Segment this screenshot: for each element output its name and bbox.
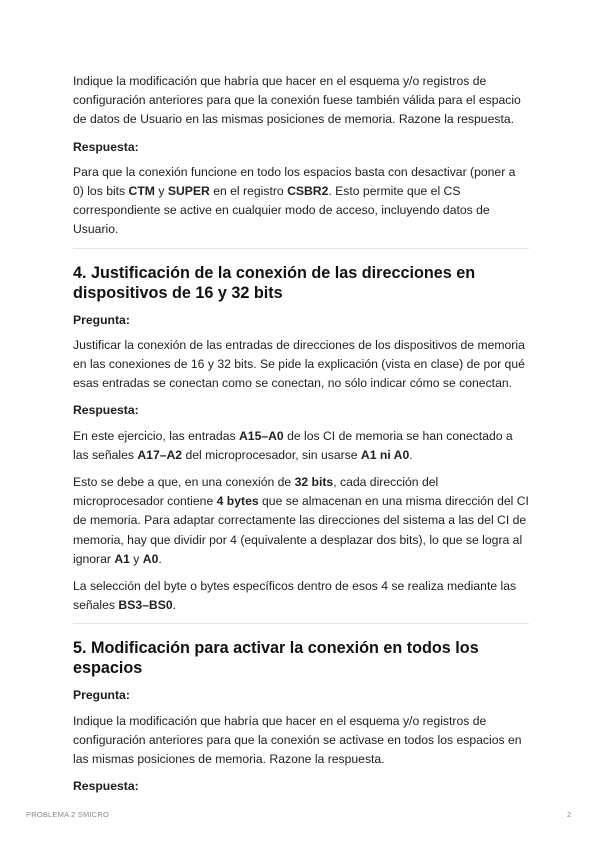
section-divider — [73, 248, 529, 249]
bold-term: A17–A2 — [137, 447, 183, 462]
section-5-question-label: Pregunta: — [73, 688, 130, 703]
section-5-heading: 5. Modificación para activar la conexión en todos los espacios — [73, 639, 479, 678]
section-divider — [73, 623, 529, 624]
section-4-answer-paragraph-1: En este ejercicio, las entradas A15–A0 de los CI de memoria se han conectado a las señales A17–A2 del microprocesador, sin usarse A1 ni A0. — [73, 428, 513, 462]
document-body — [73, 72, 529, 802]
bold-term: A15–A0 — [238, 428, 284, 443]
section-4-answer-paragraph-3: La selección del byte o bytes específicos dentro de esos 4 se realiza mediante las señales BS3–BS0. — [73, 579, 517, 613]
section-4-heading: 4. Justificación de la conexión de las direcciones en dispositivos de 16 y 32 bits — [73, 263, 476, 302]
section-4-answer-label: Respuesta: — [73, 403, 139, 418]
bold-term: A1 — [114, 551, 130, 566]
intro-question-text: Indique la modificación que habría que hacer en el esquema y/o registros de configuración anteriores para que la conexión fuese también válida para el espacio de datos de Usuario en las mismas posiciones de memoria. Razone la respuesta. — [73, 74, 521, 127]
section-4-question-label: Pregunta: — [73, 312, 130, 327]
footer-page-number: 2 — [567, 810, 572, 819]
bold-term: 4 bytes — [216, 494, 259, 509]
section-5-question-text: Indique la modificación que habría que hacer en el esquema y/o registros de configuración anteriores para que la conexión se activase en todos los espacios en las mismas posiciones de memoria. Razone la respuesta. — [73, 713, 522, 767]
bold-term: A0 — [142, 551, 159, 566]
section-5-answer-label: Respuesta: — [73, 779, 139, 794]
section-4-question-text: Justificar la conexión de las entradas de direcciones de los dispositivos de memoria en las conexiones de 16 y 32 bits. Se pide la explicación (vista en clase) de por qué esas entradas se conectan como se conectan, no sólo indicar cómo se conectan. — [73, 337, 525, 391]
intro-answer-label: Respuesta: — [73, 139, 139, 154]
bold-term: CTM — [128, 184, 155, 199]
footer-document-title: PROBLEMA 2 SMICRO — [26, 810, 110, 819]
bold-term: 32 bits — [294, 475, 334, 490]
bold-term: BS3–BS0 — [118, 598, 173, 613]
intro-answer-text: Para que la conexión funcione en todo los espacios basta con desactivar (poner a 0) los bits CTM y SUPER en el registro CSBR2. Esto permite que el CS correspondiente se active en cualquier modo de acceso, incluyendo datos de Usuario. — [73, 164, 516, 237]
section-4-answer-paragraph-2: Esto se debe a que, en una conexión de 32 bits, cada dirección del microprocesador contiene 4 bytes que se almacenan en una misma dirección del CI de memoria. Para adaptar correctamente las direcciones del sistema a las del CI de memoria, hay que dividir por 4 (equivalente a desplazar dos bits), lo que se logra al ignorar A1 y A0. — [73, 475, 529, 566]
bold-term: CSBR2 — [287, 184, 329, 199]
bold-term: A1 ni A0 — [360, 447, 410, 462]
bold-term: SUPER — [167, 184, 210, 199]
